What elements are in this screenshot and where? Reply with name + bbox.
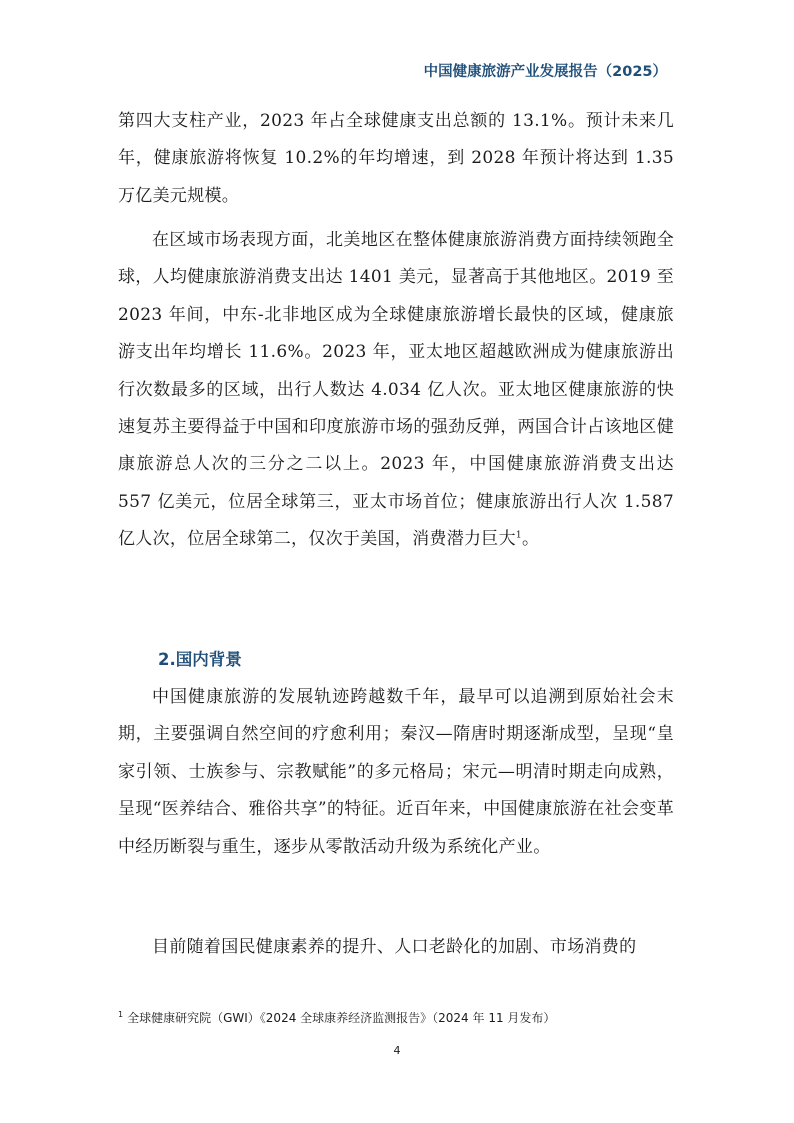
paragraph-domestic-history: 中国健康旅游的发展轨迹跨越数千年，最早可以追溯到原始社会末期，主要强调自然空间的疗愈利用；秦汉—隋唐时期逐渐成型，呈现“皇家引领、士族参与、宗教赋能”的多元格局；宋元—明清时期走向成熟，呈现“医养结合、雅俗共享”的特征。近百年来，中国健康旅游在社会变革中经历断裂与重生，逐步从零散活动升级为系统化产业。 — [118, 687, 674, 857]
paragraph-global-trend: 第四大支柱产业，2023 年占全球健康支出总额的 13.1%。预计未来几年，健康旅游将恢复 10.2%的年均增速，到 2028 年预计将达到 1.35 万亿美元规模。 — [118, 111, 674, 206]
footnote-reference[interactable]: 1 — [515, 530, 522, 541]
footnote-marker: 1 — [118, 1010, 124, 1019]
paragraph-regional-market — [118, 222, 674, 559]
paragraph-regional-market-text: 在区域市场表现方面，北美地区在整体健康旅游消费方面持续领跑全球，人均健康旅游消费支出达 1401 美元，显著高于其他地区。2019 至 2023 年间，中东-北非地区成为全球健康旅游增长最快的区域，健康旅游支出年均增长 11.6%。2023 年，亚太地区超越欧洲成为健康旅游出行次数最多的区域，出行人数达 4.034 亿人次。亚太地区健康旅游的快速复苏主要得益于中国和印度旅游市场的强劲反弹，两国合计占该地区健康旅游总人次的三分之二以上。2023 年，中国健康旅游消费支出达 557 亿美元，位居全球第三，亚太市场首位；健康旅游出行人次 1.587 亿人次，位居全球第二，仅次于美国，消费潜力巨大 — [118, 230, 674, 550]
paragraph-end-punctuation: 。 — [521, 529, 540, 550]
footnote — [118, 1009, 678, 1026]
paragraph-current-drivers: 目前随着国民健康素养的提升、人口老龄化的加剧、市场消费的 — [152, 937, 637, 957]
section-heading: 2.国内背景 — [158, 650, 242, 669]
footnote-text: 全球健康研究院（GWI）《2024 全球康养经济监测报告》（2024 年 11 月发布） — [127, 1011, 556, 1025]
running-header: 中国健康旅游产业发展报告（2025） — [423, 64, 667, 80]
page-number: 4 — [393, 1044, 401, 1057]
